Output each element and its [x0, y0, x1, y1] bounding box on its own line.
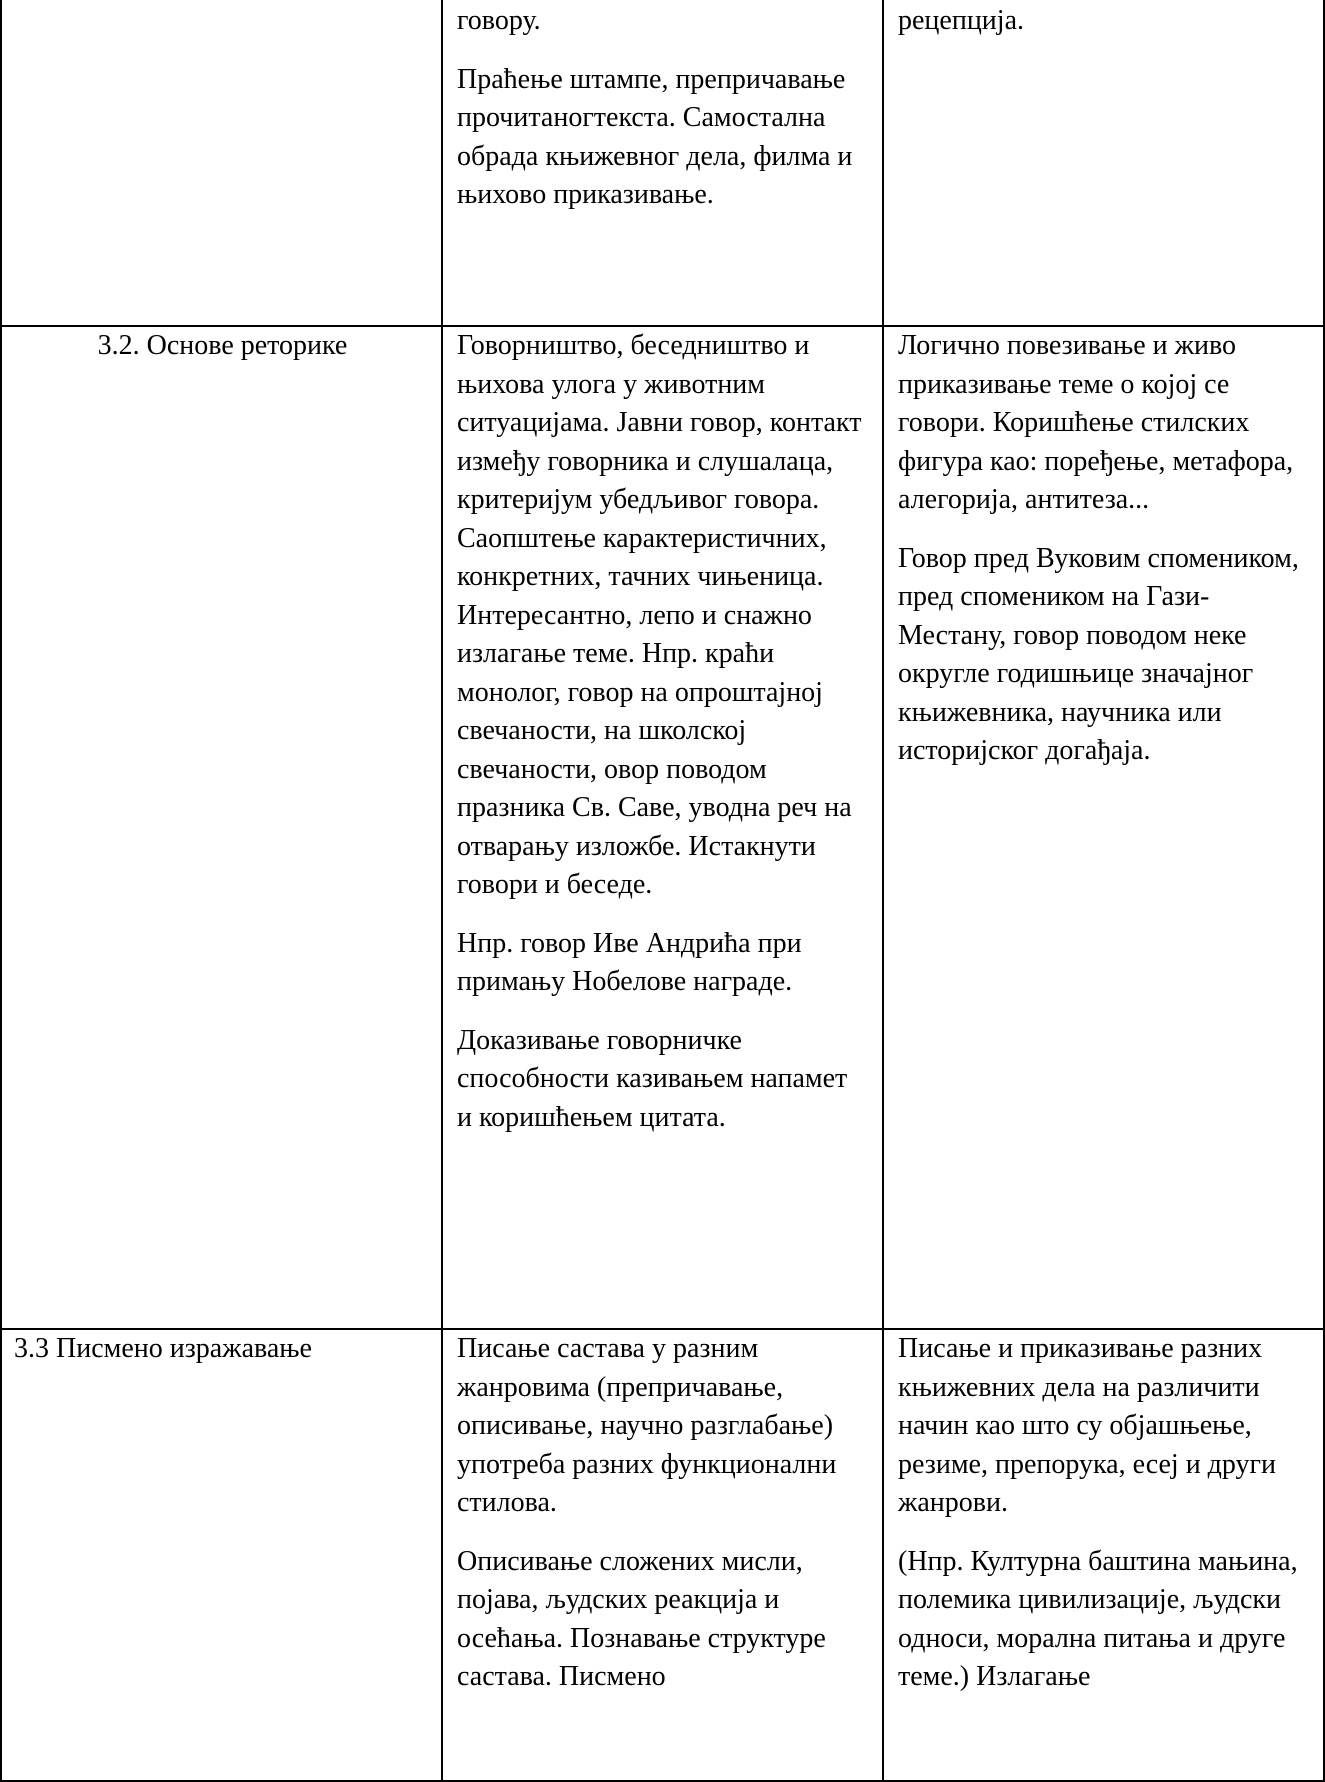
row3-activities-cell — [898, 1330, 1313, 1697]
row2-content-cell — [457, 327, 869, 1137]
row2-content-para-2: Нпр. говор Иве Андрића при примању Нобелове награде. — [457, 927, 802, 997]
row3-activities-para-2: (Нпр. Културна баштина мањина, полемика цивилизације, људски односи, морална питања и друге теме.) Излагање — [898, 1545, 1298, 1692]
row1-content-para-2: Праћење штампе, препричавање прочитаногтекста. Самостална обрада књижевног дела, филма и њихово приказивање. — [457, 63, 853, 210]
row3-content-para-1: Писање састава у разним жанровима (препричавање, описивање, научно разглабање) употреба разних функционални стилова. — [457, 1333, 837, 1518]
row3-activities-para-1: Писање и приказивање разних књижевних дела на различити начин као што су објашњење, резиме, препорука, есеј и други жанрови. — [898, 1333, 1277, 1518]
row1-activities-para-1: рецепција. — [898, 5, 1024, 36]
column-divider-2 — [882, 0, 884, 1782]
row2-topic-cell — [10, 327, 435, 366]
row2-content-para-3: Доказивање говорничке способности казивањем напамет и коришћењем цитата. — [457, 1024, 848, 1133]
row1-activities-cell — [898, 2, 1313, 41]
row3-topic-cell — [14, 1330, 434, 1369]
row2-activities-para-1: Логично повезивање и живо приказивање теме о којој се говори. Коришћење стилских фигура као: поређење, метафора, алегорија, антитеза... — [898, 330, 1294, 515]
row3-content-para-2: Описивање сложених мисли, појава, људских реакција и осећања. Познавање структуре састава. Писмено — [457, 1545, 826, 1692]
row2-activities-cell — [898, 327, 1313, 771]
row1-content-cell — [457, 2, 869, 215]
row3-topic-label: 3.3 Писмено изражавање — [14, 1333, 312, 1364]
row2-topic-label: 3.2. Основе реторике — [97, 330, 348, 361]
row2-content-para-1: Говорништво, беседништво и њихова улога у животним ситуацијама. Јавни говор, контакт између говорника и слушалаца, критеријум убедљивог говора. Саопштење карактеристичних, конкретних, тачних чињеница. Интересантно, лепо и снажно излагање теме. Нпр. краћи монолог, говор на опроштајној свечаности, на школској свечаности, овор поводом празника Св. Саве, уводна реч на отварању изложбе. Истакнути говори и беседе. — [457, 330, 862, 900]
column-divider-1 — [441, 0, 443, 1782]
row3-content-cell — [457, 1330, 869, 1697]
row1-content-para-1: говору. — [457, 5, 541, 36]
table-left-border — [0, 0, 2, 1782]
row2-activities-para-2: Говор пред Вуковим спомеником, пред спомеником на Гази-Местану, говор поводом неке округле годишњице значајног књижевника, научника или историјског догађаја. — [898, 542, 1299, 766]
